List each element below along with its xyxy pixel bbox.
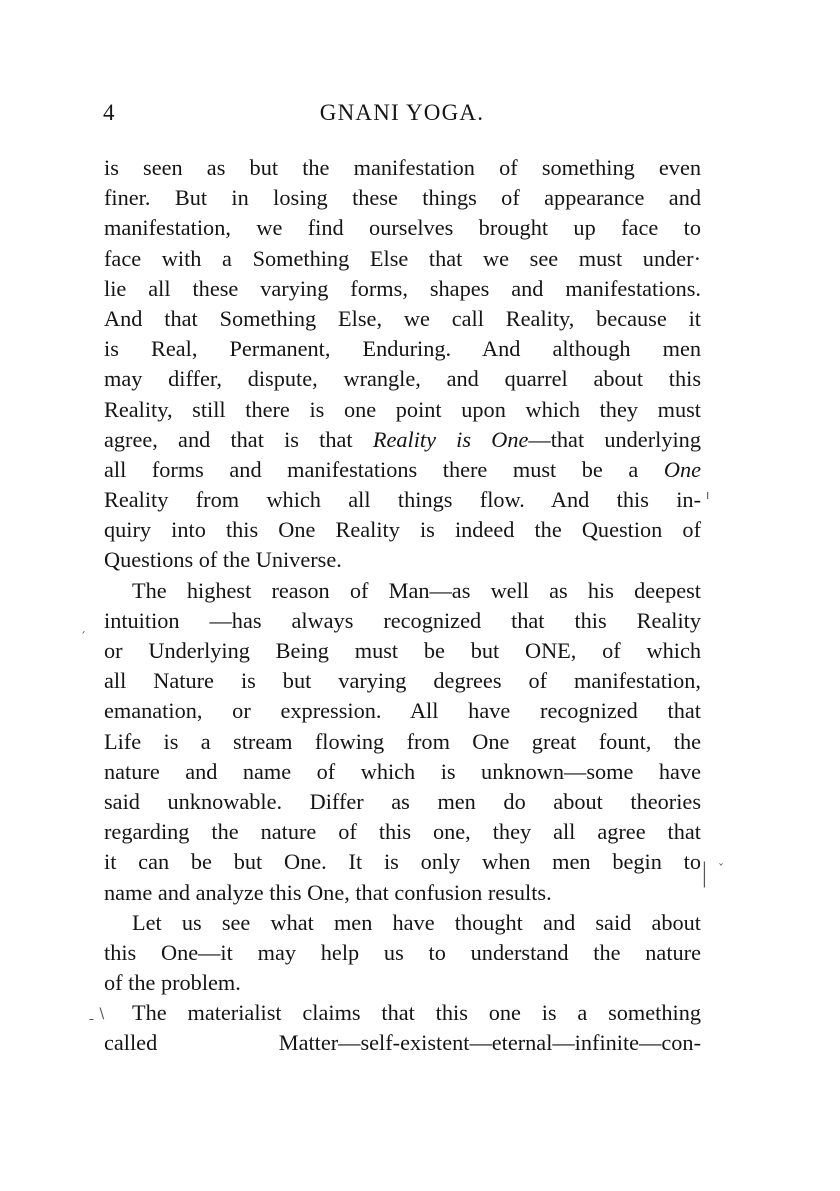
paragraph-2-line-6: Life is a stream flowing from One great fount, the xyxy=(104,728,701,754)
page-number: 4 xyxy=(103,100,115,125)
line-10-text-a: agree, and that is that xyxy=(104,426,373,452)
italic-one: One xyxy=(663,456,701,482)
margin-speck: ˍ \ xyxy=(88,1006,105,1022)
paragraph-1-line-14: Questions of the Universe. xyxy=(104,547,342,573)
paragraph-1-line-10 xyxy=(104,425,701,455)
paragraph-2-line-8: said unknowable. Differ as men do about theories xyxy=(104,788,701,814)
paragraph-1-line-8: may differ, dispute, wrangle, and quarrel about this xyxy=(104,366,701,392)
paragraph-1-line-7: is Real, Permanent, Enduring. And although men xyxy=(104,336,701,362)
paragraph-2-line-10: it can be but One. It is only when men begin to xyxy=(104,849,701,875)
line-10-text-b: —that underlying xyxy=(528,426,701,452)
paragraph-2-line-9: regarding the nature of this one, they all agree that xyxy=(104,819,701,845)
page-header xyxy=(0,100,840,136)
paragraph-1-line-3: manifestation, we find ourselves brought up face to xyxy=(104,215,701,241)
margin-speck: ı xyxy=(706,488,710,502)
paragraph-1-line-9: Reality, still there is one point upon which they must xyxy=(104,396,701,422)
body-text xyxy=(104,153,701,1059)
paragraph-1-line-2: finer. But in losing these things of appearance and xyxy=(104,185,701,211)
paragraph-2-line-1: The highest reason of Man—as well as his deepest xyxy=(132,577,701,603)
italic-reality-is-one: Reality is One xyxy=(372,426,529,452)
paragraph-1-line-5: lie all these varying forms, shapes and manifestations. xyxy=(104,275,701,301)
paragraph-3-line-3: of the problem. xyxy=(104,970,241,996)
paragraph-2-line-7: nature and name of which is unknown—some have xyxy=(104,758,701,784)
running-title: GNANI YOGA. xyxy=(319,100,485,125)
paragraph-2-line-4: all Nature is but varying degrees of manifestation, xyxy=(104,668,701,694)
line-11-text-a: all forms and manifestations there must be a xyxy=(104,456,664,482)
margin-speck: ˊ xyxy=(80,630,86,644)
margin-stroke: | xyxy=(700,858,709,888)
paragraph-1-line-4: face with a Something Else that we see must under· xyxy=(104,245,701,271)
paragraph-2-line-11: name and analyze this One, that confusion results. xyxy=(104,879,552,905)
paragraph-1-line-11 xyxy=(104,455,701,485)
paragraph-2-line-2: intuition —has always recognized that this Reality xyxy=(104,607,701,633)
paragraph-3-line-1: Let us see what men have thought and said about xyxy=(132,909,701,935)
paragraph-1-line-12: Reality from which all things flow. And this in- xyxy=(104,487,701,513)
paragraph-3-line-2: this One—it may help us to understand the nature xyxy=(104,939,701,965)
paragraph-1-line-1: is seen as but the manifestation of something even xyxy=(104,155,701,180)
paragraph-4-line-1: The materialist claims that this one is a something xyxy=(132,1000,701,1026)
paragraph-4-line-2: called Matter—self-existent—eternal—infinite—con- xyxy=(104,1030,701,1056)
paragraph-1-line-13: quiry into this One Reality is indeed the Question of xyxy=(104,517,701,543)
paragraph-2-line-5: emanation, or expression. All have recognized that xyxy=(104,698,701,724)
paragraph-2-line-3: or Underlying Being must be but ONE, of which xyxy=(104,638,701,663)
paragraph-1-line-6: And that Something Else, we call Reality, because it xyxy=(104,305,701,331)
margin-speck: ˇ xyxy=(718,862,724,876)
